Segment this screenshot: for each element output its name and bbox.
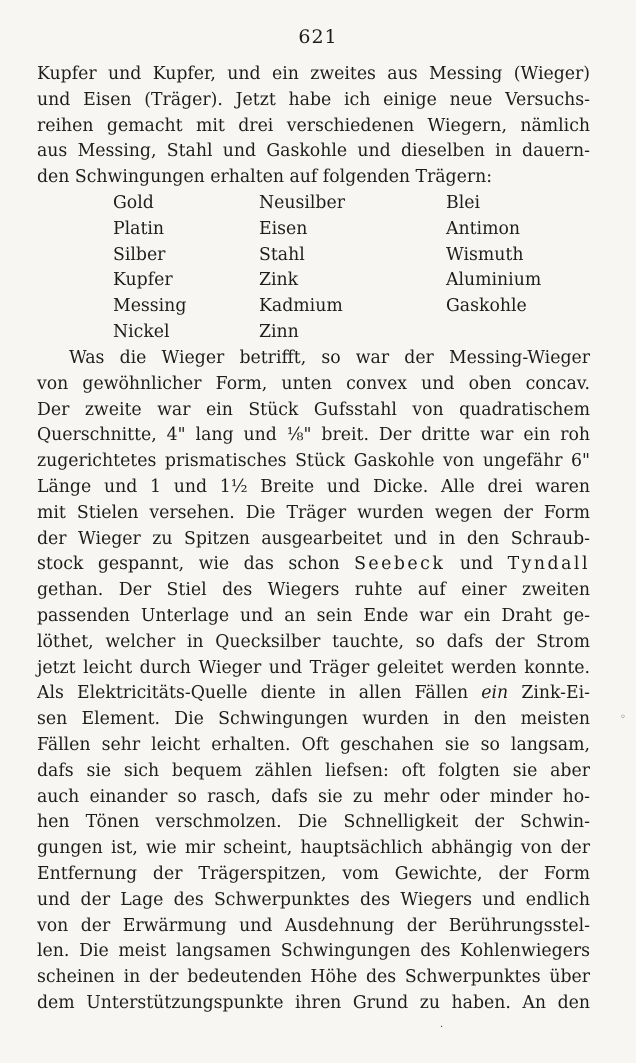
metal-name: Neusilber [259, 192, 345, 213]
text-span: Als Elektricitäts-Quelle diente in allen Fällen [37, 683, 469, 704]
text-line: und der Lage des Schwerpunktes des Wiegers und endlich [37, 889, 590, 910]
text-line: gethan. Der Stiel des Wiegers ruhte auf einer zweiten [37, 580, 590, 601]
text-line: von der Erwärmung und Ausdehnung der Berührungsstel- [37, 915, 590, 936]
text-line: von gewöhnlicher Form, unten convex und oben concav. [37, 373, 590, 394]
text-line: scheinen in der bedeutenden Höhe des Schwerpunktes über [37, 967, 590, 988]
metal-name: Kadmium [259, 296, 343, 317]
text-line: der Wieger zu Spitzen ausgearbeitet und in den Schraub- [37, 528, 590, 549]
metal-name: Aluminium [446, 270, 542, 291]
metal-name: Gaskohle [446, 296, 527, 317]
metal-name: Antimon [446, 218, 521, 239]
text-line: aus Messing, Stahl und Gaskohle und dieselben in dauern- [37, 141, 590, 162]
metal-name: Blei [446, 192, 480, 213]
text-line: Der zweite war ein Stück Gufsstahl von quadratischem [37, 399, 590, 420]
text-line: dafs sie sich bequem zählen liefsen: oft folgten sie aber [37, 760, 590, 781]
text-line: zugerichtetes prismatisches Stück Gaskohle von ungefähr 6" [37, 451, 590, 472]
text-line: Was die Wieger betrifft, so war der Messing-Wieger [69, 347, 590, 368]
text-line: auch einander so rasch, dafs sie zu mehr oder minder ho- [37, 786, 590, 807]
text-line: passenden Unterlage und an sein Ende war ein Draht ge- [37, 605, 590, 626]
text-line: gungen ist, wie mir scheint, hauptsächlich abhängig von der [37, 838, 590, 859]
text-line: den Schwingungen erhalten auf folgenden Trägern: [37, 167, 493, 188]
metal-list [37, 191, 590, 346]
text-line: Kupfer und Kupfer, und ein zweites aus Messing (Wieger) [37, 64, 590, 84]
ink-speck: ◦ [620, 712, 626, 723]
metal-name: Zink [259, 270, 299, 291]
text-span: und [459, 554, 494, 575]
text-span: Zink-Ei- [521, 683, 590, 704]
ink-speck: · [440, 1022, 444, 1033]
author-name-seebeck: Seebeck [354, 554, 446, 575]
text-line: Entfernung der Trägerspitzen, vom Gewichte, der Form [37, 863, 590, 884]
metal-name: Kupfer [113, 270, 173, 291]
text-span: stock gespannt, wie das schon [37, 554, 340, 575]
metal-name: Wismuth [446, 244, 524, 265]
text-line: Fällen sehr leicht erhalten. Oft geschahen sie so langsam, [37, 734, 590, 755]
metal-name: Zinn [259, 321, 299, 342]
text-line [37, 681, 590, 707]
metal-name: Stahl [259, 244, 305, 265]
paragraph-1 [37, 62, 590, 191]
text-line: jetzt leicht durch Wieger und Träger geleitet werden konnte. [37, 657, 590, 678]
emphasis: ein [481, 683, 509, 704]
metal-name: Platin [113, 218, 165, 239]
paragraph-2 [37, 346, 590, 1017]
page-number: 621 [298, 26, 338, 48]
text-line: Länge und 1 und 1⅟₂ Breite und Dicke. Alle drei waren [37, 476, 590, 497]
metal-name: Messing [113, 296, 187, 317]
text-line: len. Die meist langsamen Schwingungen des Kohlenwiegers [37, 941, 590, 962]
text-line: dem Unterstützungspunkte ihren Grund zu haben. An den [37, 992, 590, 1013]
text-line: reihen gemacht mit drei verschiedenen Wiegern, nämlich [37, 115, 590, 136]
metal-name: Gold [113, 192, 154, 213]
text-line: sen Element. Die Schwingungen wurden in den meisten [37, 709, 590, 730]
text-line: löthet, welcher in Quecksilber tauchte, so dafs der Strom [37, 631, 590, 652]
metal-name: Nickel [113, 321, 170, 342]
text-line: mit Stielen versehen. Die Träger wurden wegen der Form [37, 502, 590, 523]
metal-name: Eisen [259, 218, 308, 239]
page-body [37, 62, 590, 1017]
metal-name: Silber [113, 244, 166, 265]
author-name-tyndall: Tyndall [507, 554, 590, 575]
text-line: und Eisen (Träger). Jetzt habe ich einige neue Versuchs- [37, 89, 590, 110]
text-line: hen Tönen verschmolzen. Die Schnelligkeit der Schwin- [37, 812, 590, 833]
text-line: Querschnitte, 4" lang und ⅛" breit. Der dritte war ein roh [37, 425, 590, 446]
text-line [37, 552, 590, 578]
